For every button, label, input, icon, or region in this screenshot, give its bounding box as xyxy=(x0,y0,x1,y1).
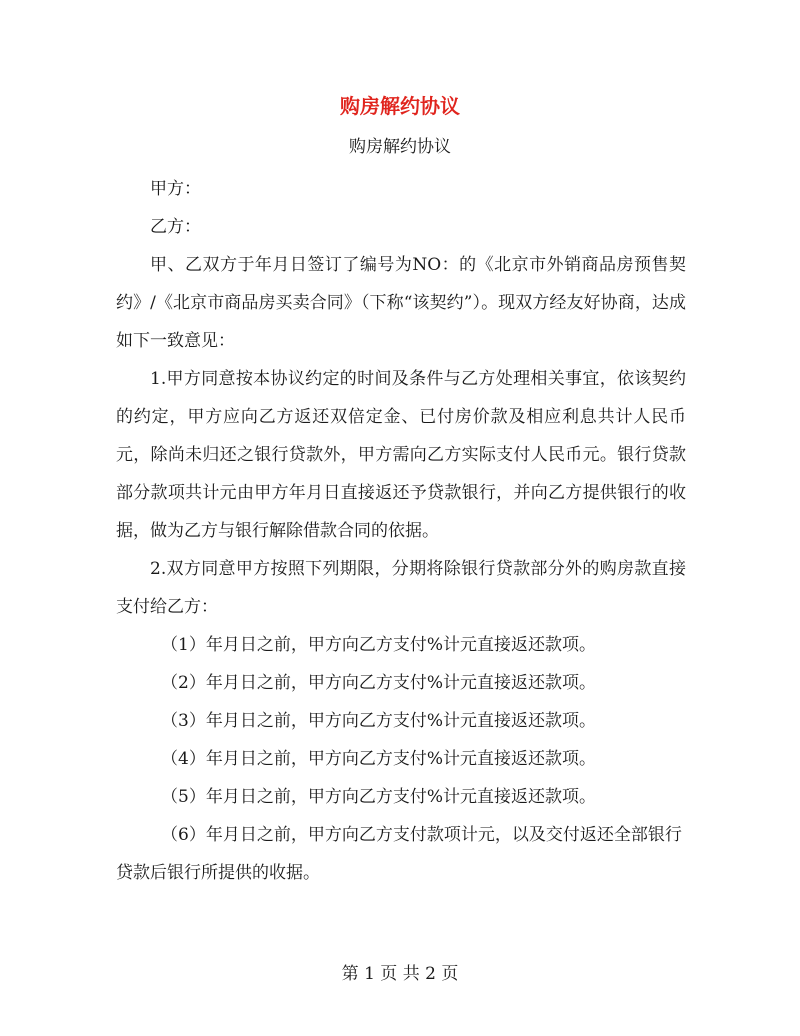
party-a-line: 甲方： xyxy=(150,179,201,199)
document-body xyxy=(116,170,686,892)
payment-item-1: （1）年月日之前，甲方向乙方支付%计元直接返还款项。 xyxy=(161,635,596,655)
payment-item-5: （5）年月日之前，甲方向乙方支付%计元直接返还款项。 xyxy=(161,787,596,807)
payment-item-2: （2）年月日之前，甲方向乙方支付%计元直接返还款项。 xyxy=(161,673,596,693)
document-subtitle: 购房解约协议 xyxy=(349,137,451,157)
document-title: 购房解约协议 xyxy=(340,94,460,118)
party-b-line: 乙方： xyxy=(150,217,201,237)
clause-1-paragraph: 1.甲方同意按本协议约定的时间及条件与乙方处理相关事宜，依该契约的约定，甲方应向乙方返还双倍定金、已付房价款及相应利息共计人民币元，除尚未归还之银行贷款外，甲方需向乙方实际支付人民币元。银行贷款部分款项共计元由甲方年月日直接返还予贷款银行，并向乙方提供银行的收据，做为乙方与银行解除借款合同的依据。 xyxy=(116,369,686,541)
payment-item-6: （6）年月日之前，甲方向乙方支付款项计元，以及交付返还全部银行贷款后银行所提供的收据。 xyxy=(116,825,682,883)
intro-paragraph: 甲、乙双方于年月日签订了编号为NO：的《北京市外销商品房预售契约》/《北京市商品房买卖合同》（下称“该契约”）。现双方经友好协商，达成如下一致意见： xyxy=(116,255,686,351)
payment-item-3: （3）年月日之前，甲方向乙方支付%计元直接返还款项。 xyxy=(161,711,596,731)
payment-item-4: （4）年月日之前，甲方向乙方支付%计元直接返还款项。 xyxy=(161,749,596,769)
page-footer: 第 1 页 共 2 页 xyxy=(341,964,459,984)
clause-2-paragraph: 2.双方同意甲方按照下列期限，分期将除银行贷款部分外的购房款直接支付给乙方： xyxy=(116,559,686,617)
